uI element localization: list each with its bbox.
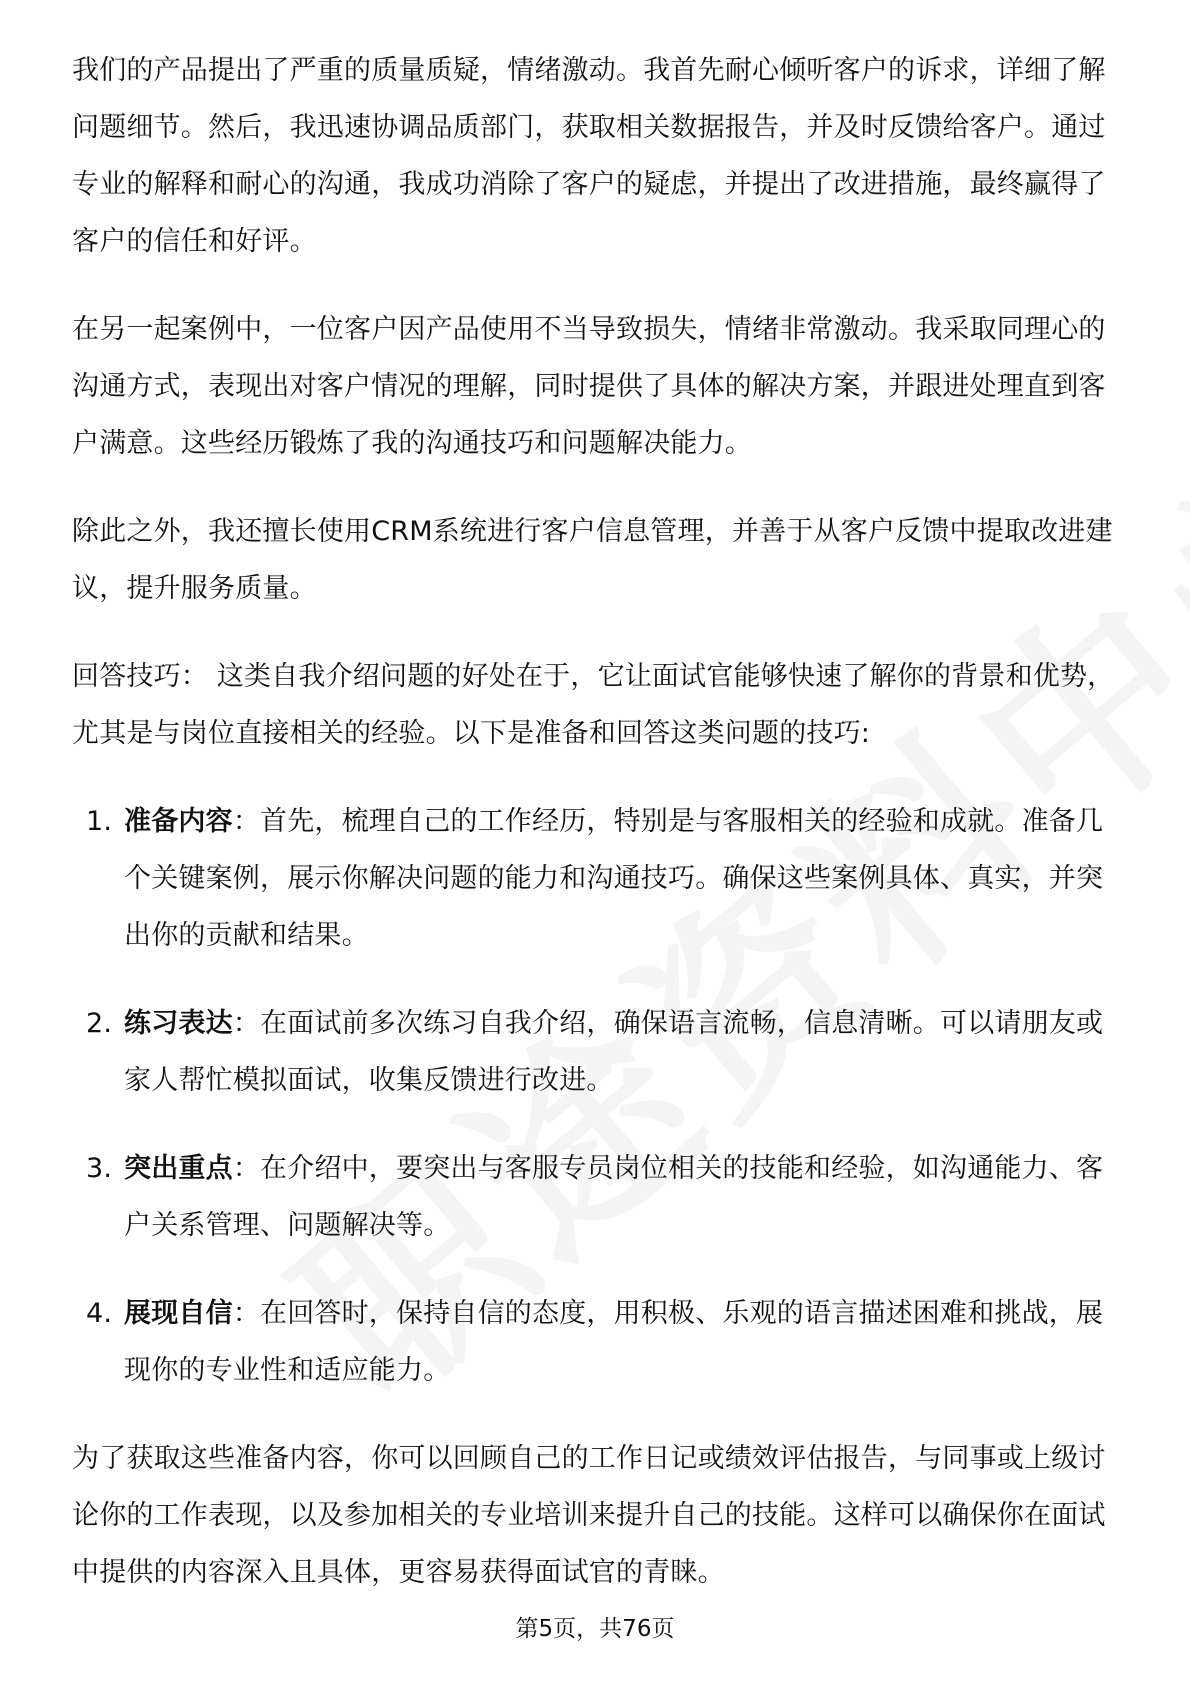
tip-item-practice: [72, 995, 1124, 1109]
tip-term: 展现自信: [124, 1298, 233, 1329]
paragraph-preparation-sources: 为了获取这些准备内容，你可以回顾自己的工作日记或绩效评估报告，与同事或上级讨论你的工作表现，以及参加相关的专业培训来提升自己的技能。这样可以确保你在面试中提供的内容深入且具体，更容易获得面试官的青睐。: [72, 1443, 1106, 1588]
tip-item-highlight: [72, 1140, 1124, 1254]
tip-number: 2.: [86, 1008, 113, 1039]
tip-term: 练习表达: [124, 1008, 233, 1039]
paragraph-crm-skills: 除此之外，我还擅长使用CRM系统进行客户信息管理，并善于从客户反馈中提取改进建议，提升服务质量。: [72, 516, 1113, 604]
paragraph-answer-tips: 回答技巧： 这类自我介绍问题的好处在于，它让面试官能够快速了解你的背景和优势，尤其是与岗位直接相关的经验。以下是准备和回答这类问题的技巧:: [72, 661, 1115, 749]
tip-number: 4.: [86, 1298, 113, 1329]
paragraph-case-quality: 我们的产品提出了严重的质量质疑，情绪激动。我首先耐心倾听客户的诉求，详细了解问题细节。然后，我迅速协调品质部门，获取相关数据报告，并及时反馈给客户。通过专业的解释和耐心的沟通，我成功消除了客户的疑虑，并提出了改进措施，最终赢得了客户的信任和好评。: [72, 55, 1106, 257]
page-content: [72, 42, 1124, 1632]
tip-number: 3.: [86, 1153, 113, 1184]
tip-item-prepare: [72, 793, 1124, 964]
tip-item-confidence: [72, 1285, 1124, 1399]
tip-text: ：首先，梳理自己的工作经历，特别是与客服相关的经验和成就。准备几个关键案例，展示你解决问题的能力和沟通技巧。确保这些案例具体、真实，并突出你的贡献和结果。: [124, 806, 1104, 951]
tip-text: ：在回答时，保持自信的态度，用积极、乐观的语言描述困难和挑战，展现你的专业性和适应能力。: [124, 1298, 1104, 1386]
tip-term: 突出重点: [124, 1153, 233, 1184]
tip-text: ：在介绍中，要突出与客服专员岗位相关的技能和经验，如沟通能力、客户关系管理、问题解决等。: [124, 1153, 1104, 1241]
tip-number: 1.: [86, 806, 113, 837]
tips-list: [72, 793, 1124, 1399]
tip-term: 准备内容: [124, 806, 233, 837]
paragraph-case-loss: 在另一起案例中，一位客户因产品使用不当导致损失，情绪非常激动。我采取同理心的沟通方式，表现出对客户情况的理解，同时提供了具体的解决方案，并跟进处理直到客户满意。这些经历锻炼了我的沟通技巧和问题解决能力。: [72, 314, 1106, 459]
tip-text: ：在面试前多次练习自我介绍，确保语言流畅，信息清晰。可以请朋友或家人帮忙模拟面试，收集反馈进行改进。: [124, 1008, 1104, 1096]
page-number: 第5页，共76页: [515, 1616, 675, 1642]
